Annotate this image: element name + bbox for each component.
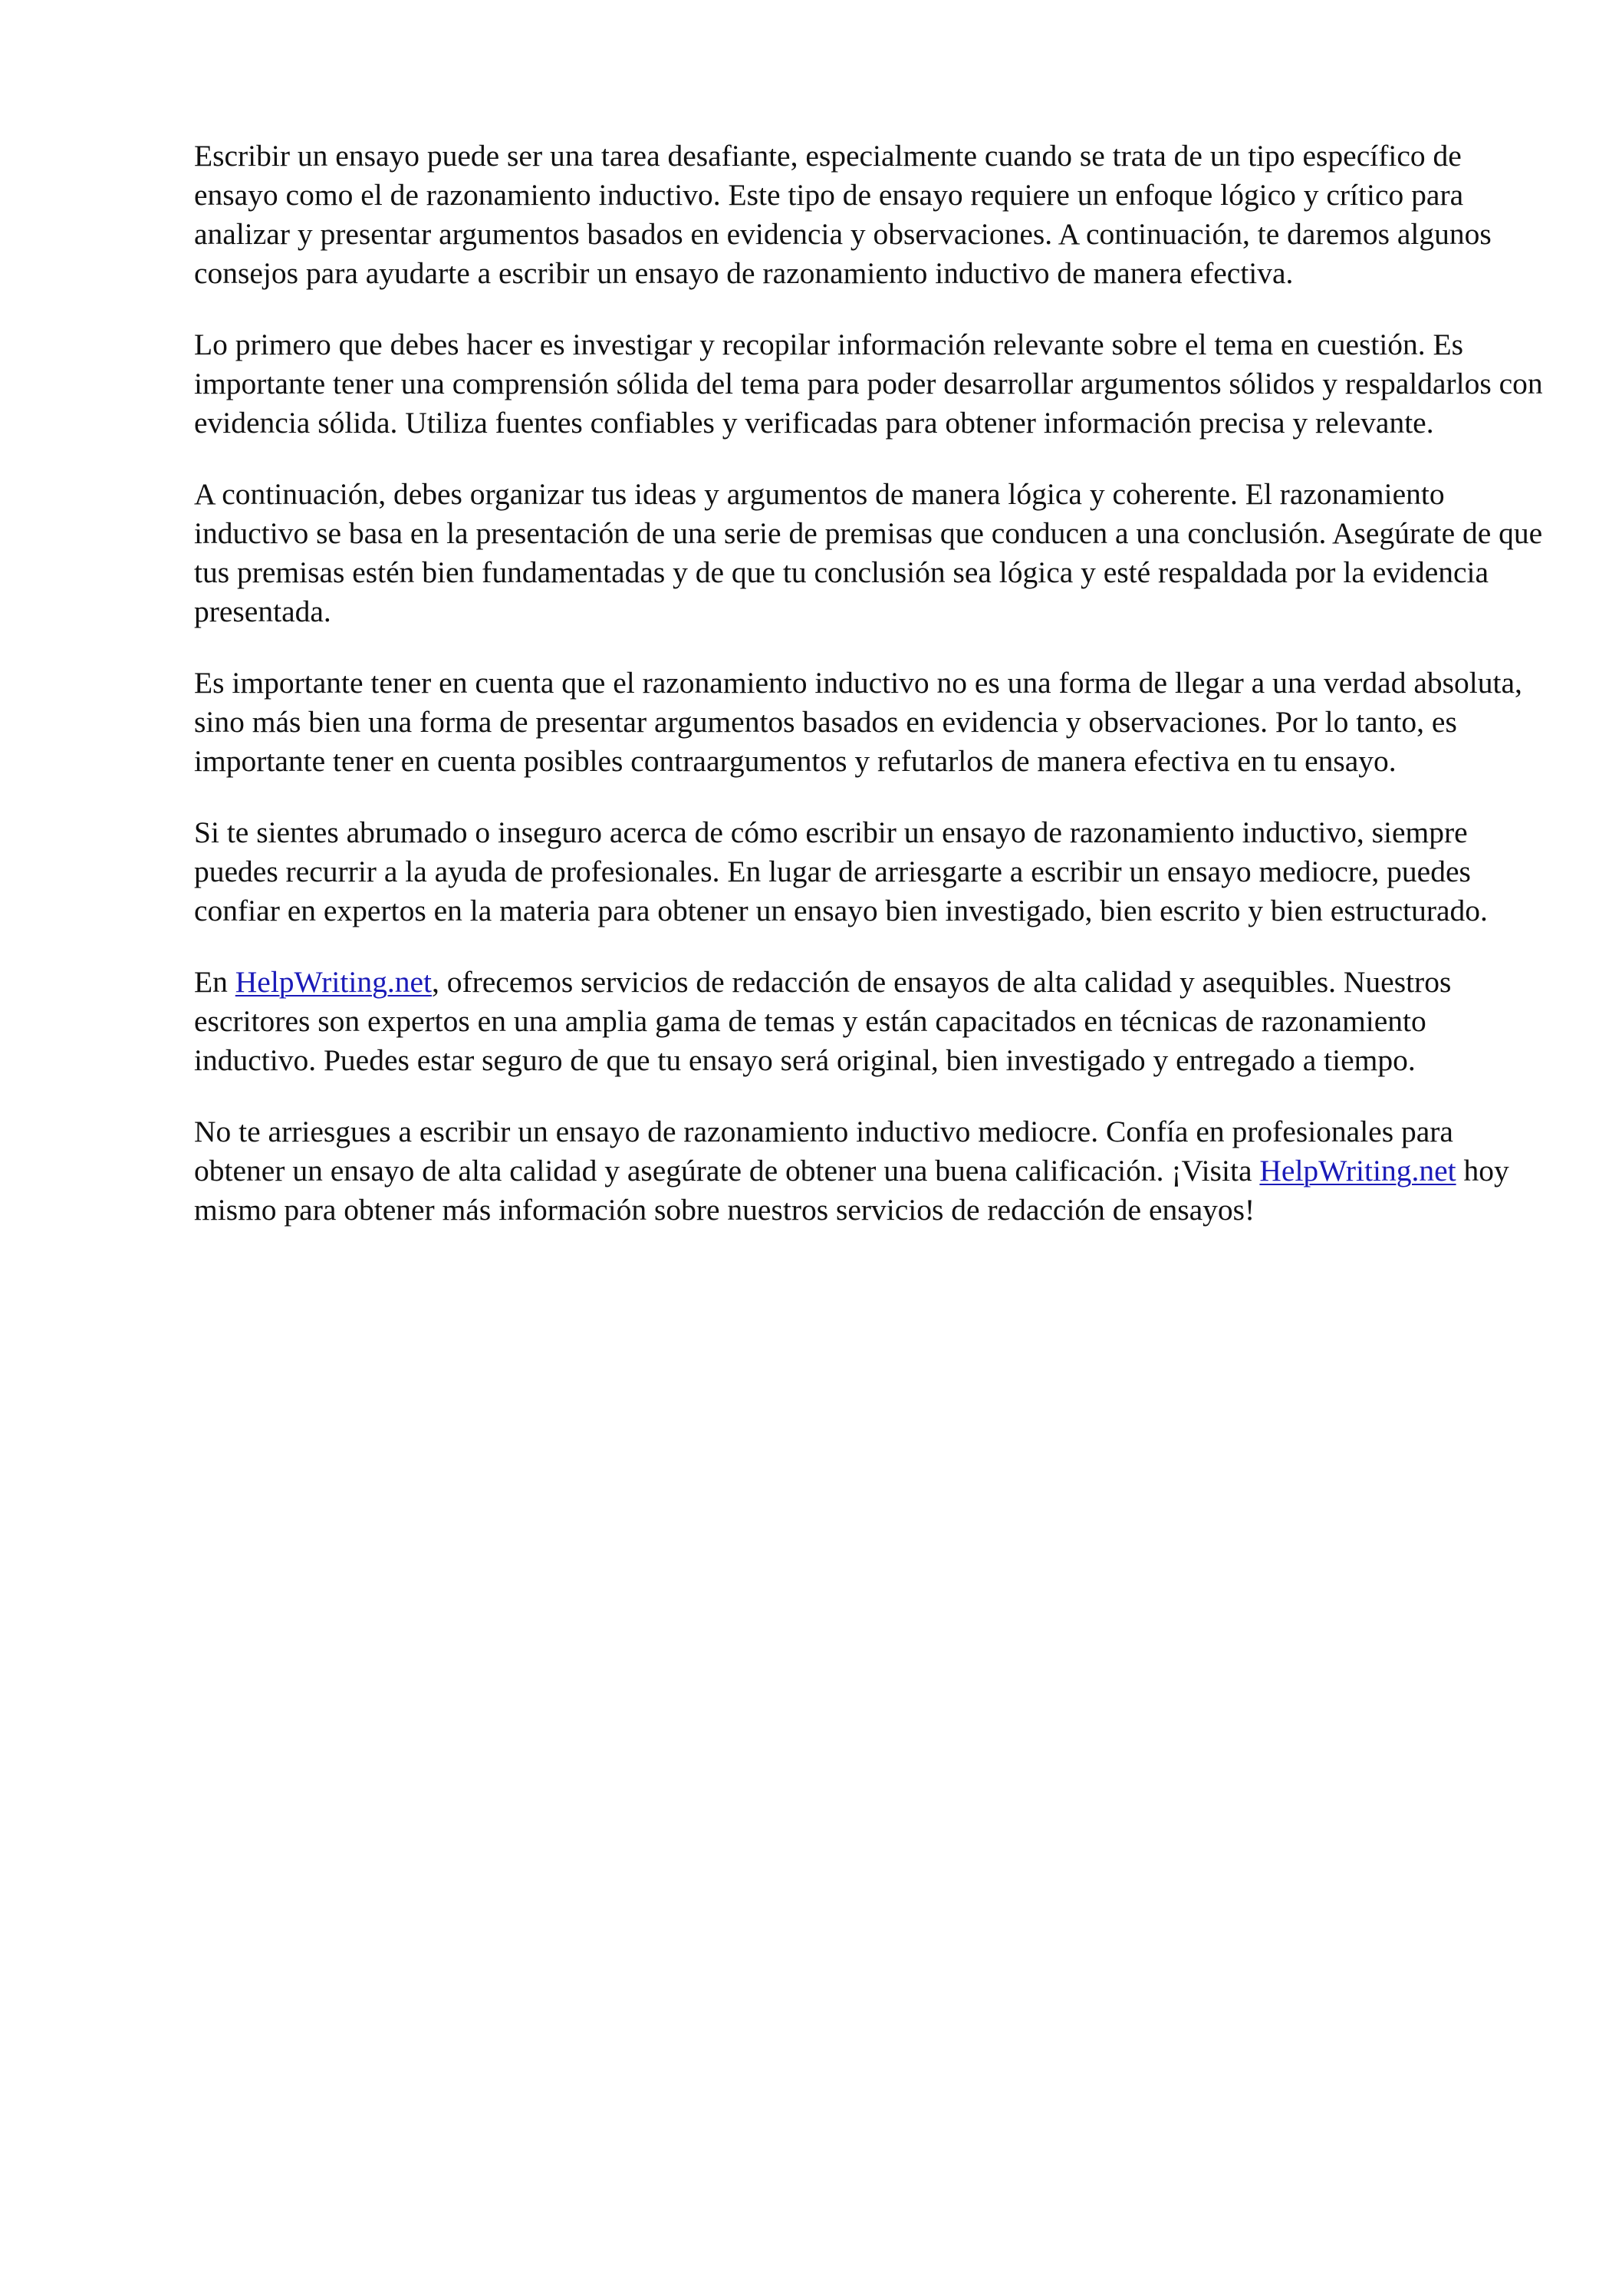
paragraph-call-to-action-text-after: hoy mismo para obtener más información sobre nuestros servicios de redacción de ensayos! [194, 1154, 1509, 1227]
paragraph-service-offer-text-before: En [194, 965, 235, 999]
helpwriting-link-visit[interactable]: HelpWriting.net [1259, 1154, 1456, 1188]
paragraph-research: Lo primero que debes hacer es investigar y recopilar información relevante sobre el tema en cuestión. Es importante tener una comprensión sólida del tema para poder desarrollar argumentos sólidos y respaldarlos con evidencia sólida. Utiliza fuentes confiables y verificadas para obtener información precisa y relevante. [194, 328, 1543, 440]
paragraph-intro: Escribir un ensayo puede ser una tarea desafiante, especialmente cuando se trata de un tipo específico de ensayo como el de razonamiento inductivo. Este tipo de ensayo requiere un enfoque lógico y crítico para analizar y presentar argumentos basados en evidencia y observaciones. A continuación, te daremos algunos consejos para ayudarte a escribir un ensayo de razonamiento inductivo de manera efectiva. [194, 139, 1492, 290]
paragraph-professional-help: Si te sientes abrumado o inseguro acerca de cómo escribir un ensayo de razonamiento inductivo, siempre puedes recurrir a la ayuda de profesionales. En lugar de arriesgarte a escribir un ensayo mediocre, puedes confiar en expertos en la materia para obtener un ensayo bien investigado, bien escrito y bien estructurado. [194, 815, 1488, 927]
paragraph-call-to-action-text-before: No te arriesgues a escribir un ensayo de razonamiento inductivo mediocre. Confía en profesionales para obtener un ensayo de alta calidad y asegúrate de obtener una buena calificación. ¡Visita [194, 1115, 1453, 1188]
paragraph-service-offer [194, 963, 1544, 1080]
paragraph-service-offer-text-after: , ofrecemos servicios de redacción de ensayos de alta calidad y asequibles. Nuestros escritores son expertos en una amplia gama de temas y están capacitados en técnicas de razonamiento inductivo. Puedes estar seguro de que tu ensayo será original, bien investigado y entregado a tiempo. [194, 965, 1452, 1077]
paragraph-organize: A continuación, debes organizar tus ideas y argumentos de manera lógica y coherente. El razonamiento inductivo se basa en la presentación de una serie de premisas que conducen a una conclusión. Asegúrate de que tus premisas estén bien fundamentadas y de que tu conclusión sea lógica y esté respaldada por la evidencia presentada. [194, 477, 1543, 628]
paragraph-counterarguments: Es importante tener en cuenta que el razonamiento inductivo no es una forma de llegar a una verdad absoluta, sino más bien una forma de presentar argumentos basados en evidencia y observaciones. Por lo tanto, es importante tener en cuenta posibles contraargumentos y refutarlos de manera efectiva en tu ensayo. [194, 666, 1522, 778]
helpwriting-link[interactable]: HelpWriting.net [235, 965, 432, 999]
paragraph-call-to-action [194, 1112, 1544, 1230]
document-body [194, 137, 1544, 1262]
